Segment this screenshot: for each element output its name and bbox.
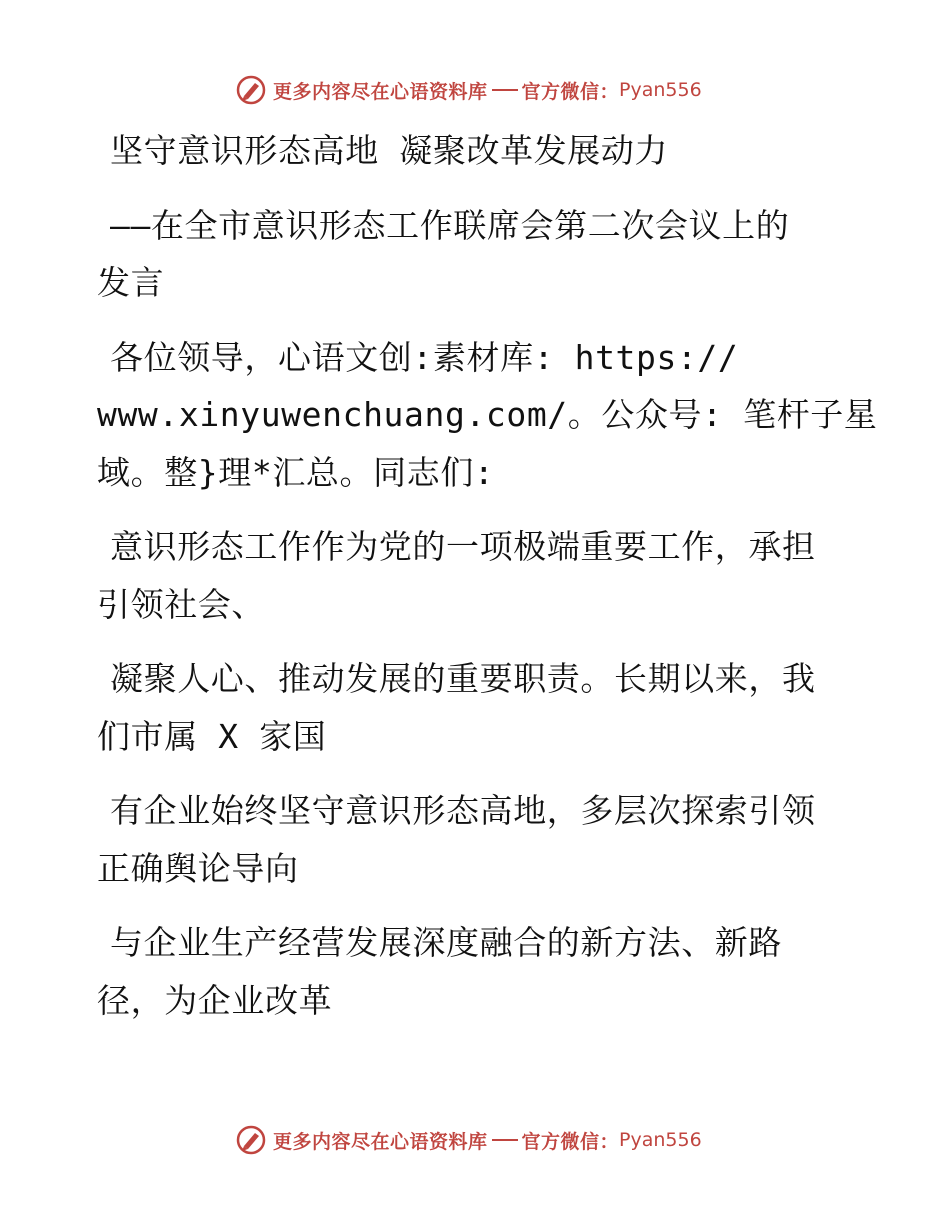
document-body bbox=[97, 122, 878, 1046]
paragraph-line: 们市属 X 家国 bbox=[97, 716, 327, 756]
salutation-paragraph bbox=[97, 329, 878, 502]
banner-wechat-id: Pyan556 bbox=[619, 79, 702, 101]
body-paragraph bbox=[97, 518, 857, 633]
banner-title: 更多内容尽在心语资料库 bbox=[273, 1130, 488, 1153]
banner-label: 官方微信： bbox=[521, 80, 620, 103]
doc-subtitle bbox=[97, 197, 857, 312]
banner-wechat-id: Pyan556 bbox=[619, 1129, 702, 1151]
paragraph-line: 有企业始终坚守意识形态高地，多层次探索引领 bbox=[110, 791, 816, 830]
paragraph-line: 域。整}理*汇总。同志们: bbox=[97, 452, 495, 492]
paragraph-line: 凝聚人心、推动发展的重要职责。长期以来，我 bbox=[110, 659, 816, 698]
banner-dash bbox=[492, 1139, 518, 1141]
paragraph-line: www.xinyuwenchuang.com/。公众号: 笔杆子星 bbox=[97, 395, 878, 434]
body-paragraph bbox=[97, 650, 857, 765]
banner-label: 官方微信： bbox=[521, 1130, 620, 1153]
pen-logo-icon bbox=[235, 1124, 267, 1156]
title-line: 坚守意识形态高地 凝聚改革发展动力 bbox=[110, 131, 669, 170]
footer-banner bbox=[235, 1122, 702, 1158]
paragraph-line: 径，为企业改革 bbox=[97, 980, 333, 1020]
pen-logo-icon bbox=[235, 74, 267, 106]
body-paragraph bbox=[97, 914, 857, 1029]
doc-title bbox=[97, 122, 857, 180]
paragraph-line: 正确舆论导向 bbox=[97, 848, 299, 888]
banner-dash bbox=[492, 89, 518, 91]
subtitle-line-2: 发言 bbox=[97, 263, 165, 302]
paragraph-line: 各位领导，心语文创:素材库: https:// bbox=[110, 337, 739, 377]
paragraph-line: 与企业生产经营发展深度融合的新方法、新路 bbox=[110, 923, 782, 962]
body-paragraph bbox=[97, 782, 857, 897]
paragraph-line: 意识形态工作作为党的一项极端重要工作，承担 bbox=[110, 527, 816, 566]
banner-title: 更多内容尽在心语资料库 bbox=[273, 80, 488, 103]
paragraph-line: 引领社会、 bbox=[97, 584, 265, 624]
header-banner bbox=[235, 72, 702, 108]
subtitle-line-1: ——在全市意识形态工作联席会第二次会议上的 bbox=[110, 205, 790, 245]
